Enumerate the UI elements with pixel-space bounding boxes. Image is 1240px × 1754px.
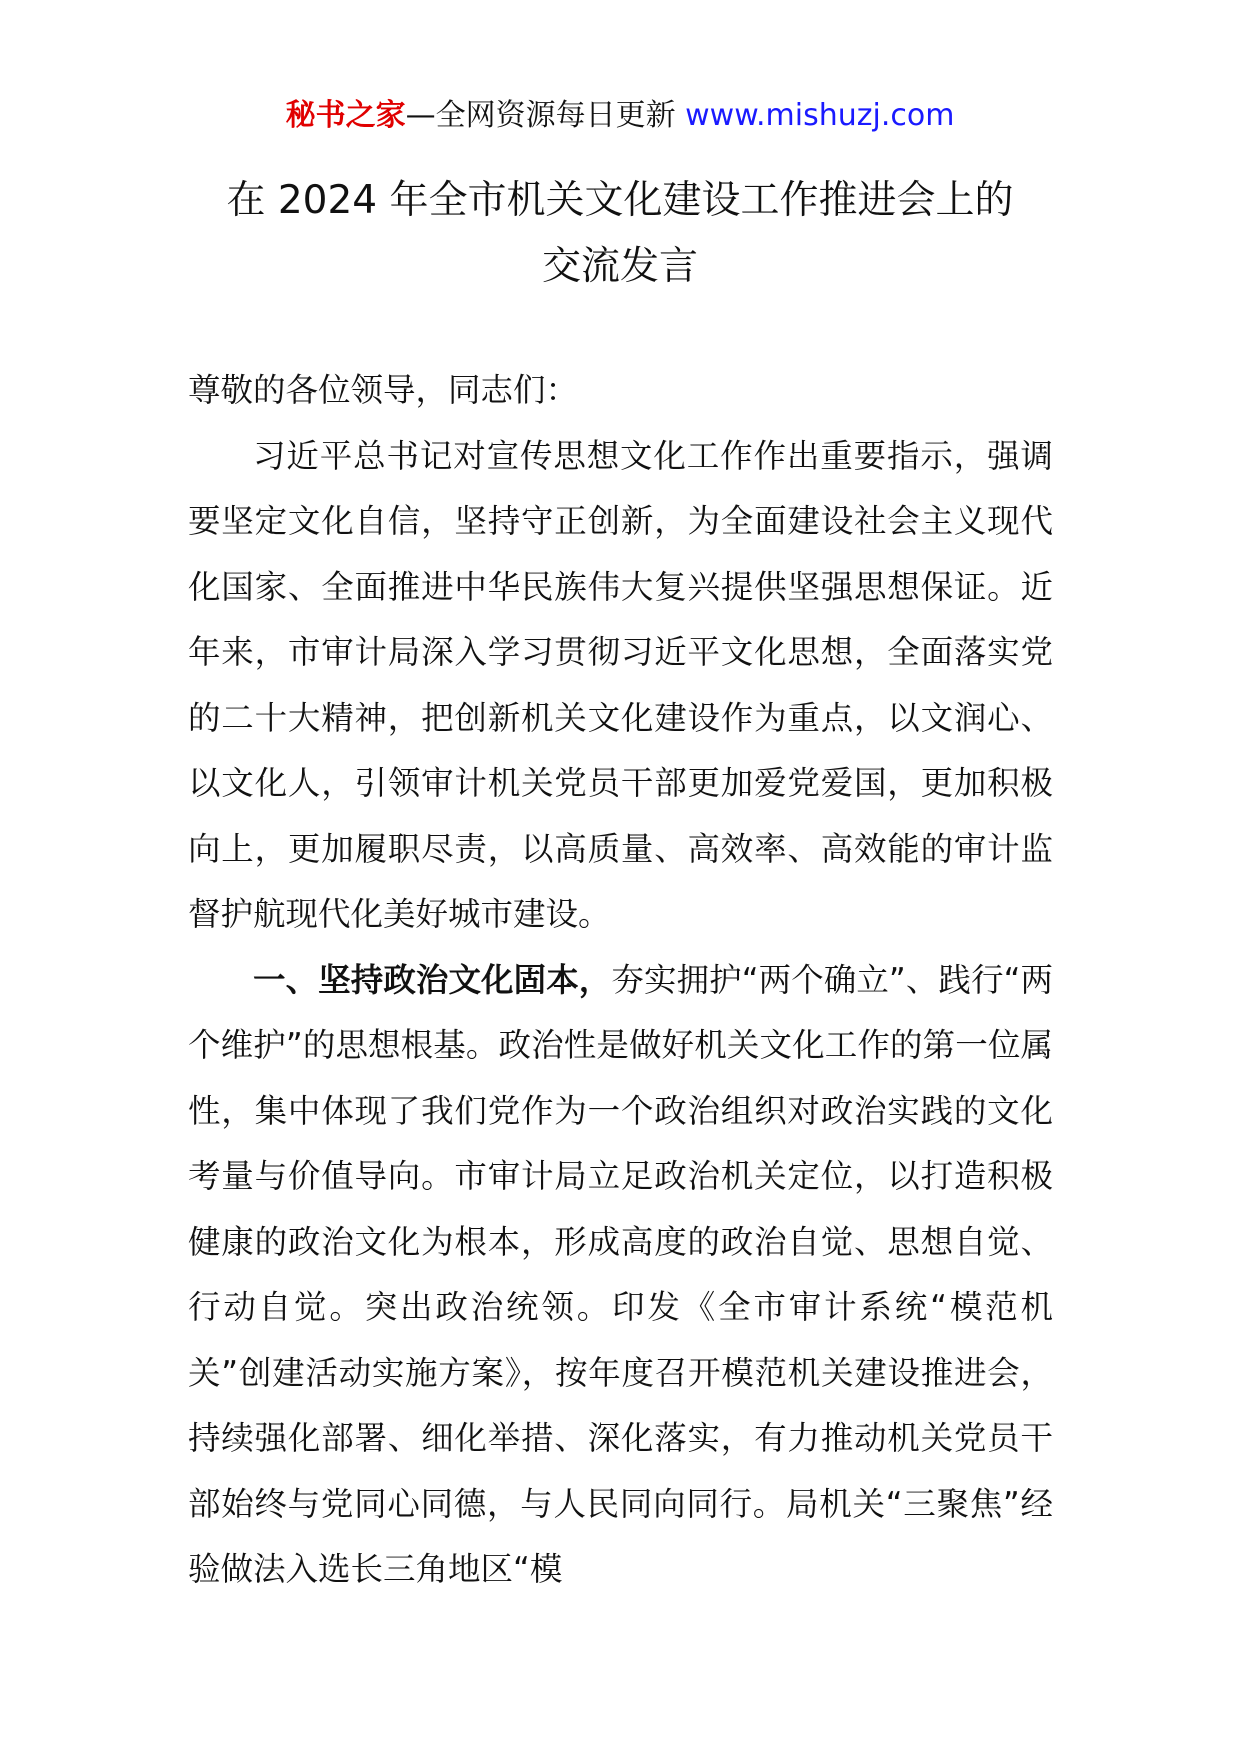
intro-paragraph: 习近平总书记对宣传思想文化工作作出重要指示，强调要坚定文化自信，坚持守正创新，为全面建设社会主义现代化国家、全面推进中华民族伟大复兴提供坚强思想保证。近年来，市审计局深入学习贯彻习近平文化思想，全面落实党的二十大精神，把创新机关文化建设作为重点，以文润心、以文化人，引领审计机关党员干部更加爱党爱国，更加积极向上，更加履职尽责，以高质量、高效率、高效能的审计监督护航现代化美好城市建设。 bbox=[188, 436, 1053, 933]
section-1-heading-bold: 一、坚持政治文化固本， bbox=[253, 960, 612, 999]
salutation: 尊敬的各位领导，同志们： bbox=[188, 371, 579, 409]
brand-name: 秘书之家 bbox=[285, 98, 406, 133]
document-body bbox=[188, 358, 1053, 1603]
document-title bbox=[0, 168, 1240, 300]
section-1-body: 政治性是做好机关文化工作的第一位属性，集中体现了我们党作为一个政治组织对政治实践的文化考量与价值导向。市审计局立足政治机关定位，以打造积极健康的政治文化为根本，形成高度的政治自觉、思想自觉、行动自觉。突出政治统领。印发《全市审计系统“模范机关”创建活动实施方案》，按年度召开模范机关建设推进会，持续强化部署、细化举措、深化落实，有力推动机关党员干部始终与党同心同德，与人民同向同行。局机关“三聚焦”经验做法入选长三角地区“模 bbox=[188, 1026, 1053, 1588]
website-link[interactable]: www.mishuzj.com bbox=[685, 98, 955, 133]
title-line-1: 在 2024 年全市机关文化建设工作推进会上的 bbox=[226, 178, 1014, 223]
section-1-paragraph bbox=[188, 948, 1053, 1603]
banner-tagline: —全网资源每日更新 bbox=[405, 98, 686, 133]
title-line-2: 交流发言 bbox=[541, 244, 698, 289]
section-1-heading: 夯实拥护“两个确立”、践行“两个维护”的思想根基。 bbox=[188, 960, 1053, 1064]
site-banner bbox=[0, 96, 1240, 136]
